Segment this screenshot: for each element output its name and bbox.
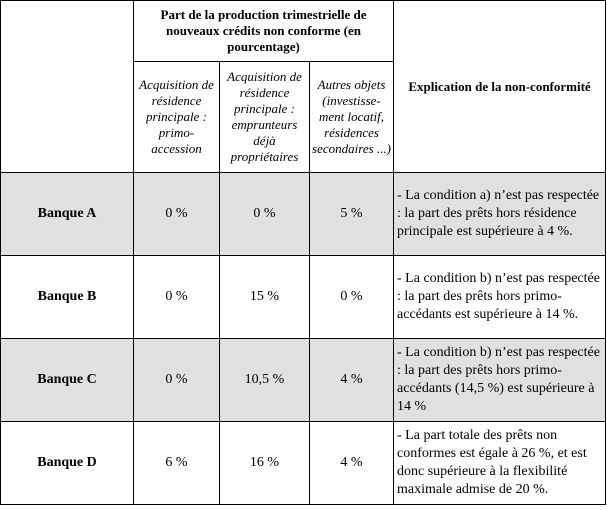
bank-name: Banque D (1, 422, 134, 505)
value-cell: 0 % (134, 339, 220, 422)
value-cell: 6 % (134, 422, 220, 505)
subheader-already-owners: Acquisition de résidence principale : emprunteurs déjà propriétaires (220, 62, 310, 173)
value-cell: 0 % (220, 173, 310, 256)
value-cell: 10,5 % (220, 339, 310, 422)
bank-name: Banque B (1, 256, 134, 339)
value-cell: 16 % (220, 422, 310, 505)
value-cell: 4 % (310, 339, 394, 422)
header-row-1 (1, 1, 606, 62)
explanation-cell: - La condition b) n’est pas respectée : la part des prêts hors primo-accédants (14,5 %) est supérieure à 14 % (394, 339, 606, 422)
value-cell: 15 % (220, 256, 310, 339)
explanation-cell: - La condition b) n’est pas respectée : la part des prêts hors primo-accédants est supérieure à 14 %. (394, 256, 606, 339)
bank-name: Banque A (1, 173, 134, 256)
explanation-cell: - La part totale des prêts non conformes est égale à 26 %, et est donc supérieure à la flexibilité maximale admise de 20 %. (394, 422, 606, 505)
value-cell: 4 % (310, 422, 394, 505)
table-row (1, 256, 606, 339)
explanation-header: Explication de la non-conformité (394, 1, 606, 173)
subheader-other-objects: Autres objets (investisse-ment locatif, résidences secondaires ...) (310, 62, 394, 173)
subheader-primo-accession: Acquisition de résidence principale : primo-accession (134, 62, 220, 173)
table-row (1, 173, 606, 256)
value-cell: 0 % (134, 173, 220, 256)
bank-name: Banque C (1, 339, 134, 422)
table-row (1, 339, 606, 422)
corner-cell (1, 1, 134, 173)
value-cell: 5 % (310, 173, 394, 256)
table-row (1, 422, 606, 505)
explanation-cell: - La condition a) n’est pas respectée : la part des prêts hors résidence principale est supérieure à 4 %. (394, 173, 606, 256)
value-cell: 0 % (310, 256, 394, 339)
group-header: Part de la production trimestrielle de nouveaux crédits non conforme (en pourcentage) (134, 1, 394, 62)
value-cell: 0 % (134, 256, 220, 339)
